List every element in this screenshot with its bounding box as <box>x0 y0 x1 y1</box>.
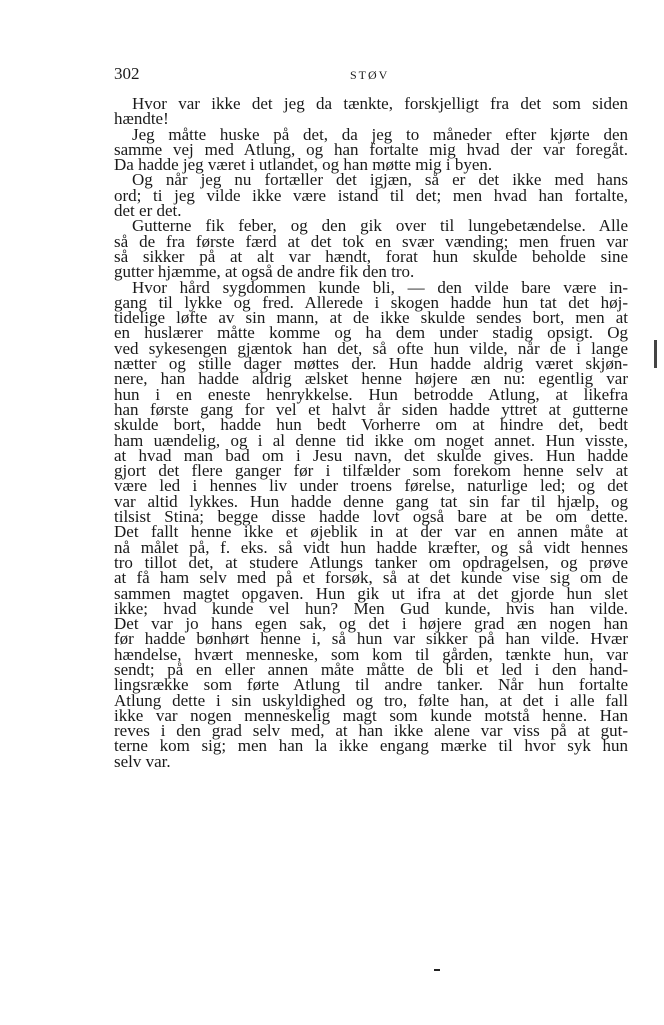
text-line: før hadde bønhørt henne i, så hun var sikker på han vilde. Hvær <box>114 629 628 649</box>
text-line: Gutterne fik feber, og den gik over til lungebetændelse. Alle <box>132 216 628 236</box>
text-line: Atlung dette i sin uskyldighed og tro, følte han, at det i alle fall <box>114 690 628 710</box>
text-line: gjort det flere ganger før i tilfælder som forekom henne selv at <box>114 461 628 481</box>
text-line: ved sykesengen gjæntok han det, så ofte hun vilde, når de i lange <box>114 338 628 358</box>
text-line: var altid lykkes. Hun hadde denne gang tat sin far til hjælp, og <box>114 491 628 511</box>
text-line: tidelige løfte av sin mann, at de ikke skulde sendes bort, men at <box>114 308 628 328</box>
text-line: Og når jeg nu fortæller det igjæn, så er det ikke med hans <box>132 170 628 190</box>
text-line: ikke; hvad kunde vel hun? Men Gud kunde, hvis han vilde. <box>114 598 628 618</box>
text-line: samme vej med Atlung, og han fortalte mig hvad der var foregåt. <box>114 139 628 159</box>
footer-mark <box>434 969 440 971</box>
text-line: gutter hjæmme, at også de andre fik den tro. <box>114 262 415 282</box>
text-line: så de fra første færd at det tok en svær vænding; men fruen var <box>114 231 628 251</box>
text-line: tilsist Stina; begge disse hadde lovt også bare at be om dette. <box>114 507 628 527</box>
text-line: terne kom sig; men han la ikke engang mærke til hvor syk hun <box>114 736 628 756</box>
text-line: Hvor hård sygdommen kunde bli, — den vilde bare være in- <box>132 277 628 297</box>
text-line: lingsrække som førte Atlung til andre tanker. Når hun fortalte <box>114 675 628 695</box>
page-number: 302 <box>114 64 140 83</box>
text-line: det er det. <box>114 201 182 221</box>
text-line: gang til lykke og fred. Allerede i skogen hadde hun tat det høj- <box>114 292 628 312</box>
text-line: selv var. <box>114 751 171 771</box>
text-line: tro tillot det, at studere Atlungs tanker om opdragelsen, og prøve <box>114 552 628 572</box>
text-line: en huslærer måtte komme og ha dem under stadig opsigt. Og <box>114 323 628 343</box>
text-line: være led i hennes liv under troens førelse, naturlige led; og det <box>114 476 628 496</box>
text-line: Det fallt henne ikke et øjeblik in at der var en annen måte at <box>114 522 628 542</box>
text-line: ham uændelig, og i al denne tid ikke om noget annet. Hun visste, <box>114 430 628 450</box>
text-line: nere, han hadde aldrig ælsket henne højere æn nu: egentlig var <box>114 369 628 389</box>
text-line: hændte! <box>114 109 169 129</box>
text-line: at hvad man bad om i Jesu navn, det skulde gives. Hun hadde <box>114 445 628 465</box>
text-line: nå målet på, f. eks. så vidt hun hadde kræfter, og så vidt hennes <box>114 537 628 557</box>
text-line: ord; ti jeg vilde ikke være istand til det; men hvad han fortalte, <box>114 185 628 205</box>
scan-margin-mark <box>654 340 657 368</box>
text-line: nætter og stille dager møttes der. Hun hadde aldrig været skjøn- <box>114 354 628 374</box>
text-line: reves i den grad selv med, at han ikke alene var viss på at gut- <box>114 721 628 741</box>
body-text <box>114 96 628 769</box>
text-line: hun i en eneste henrykkelse. Hun betrodde Atlung, at likefra <box>114 384 628 404</box>
text-line: Da hadde jeg været i utlandet, og han møtte mig i byen. <box>114 155 493 175</box>
text-line: at få ham selv med på et forsøk, så at det kunde vise sig om de <box>114 568 628 588</box>
text-line: skulde bort, hadde hun bedt Vorherre om at hindre det, bedt <box>114 415 628 435</box>
text-line: så sikker på at alt var hændt, forat hun skulde beholde sine <box>114 246 628 266</box>
text-line: Jeg måtte huske på det, da jeg to måneder efter kjørte den <box>132 124 628 144</box>
text-line: Det var jo hans egen sak, og det i højere grad æn nogen han <box>114 614 628 634</box>
text-line: han første gang for vel et halvt år siden hadde yttret at gutterne <box>114 399 628 419</box>
text-line: hændelse, hvært menneske, som kom til gården, tænkte hun, var <box>114 644 628 664</box>
text-line: sendt; på en eller annen måte måtte de bli et led i den hand- <box>114 659 628 679</box>
text-line: sammen magtet opgaven. Hun gik ut ifra at det gjorde hun slet <box>114 583 628 603</box>
text-line: Hvor var ikke det jeg da tænkte, forskjelligt fra det som siden <box>132 94 628 113</box>
running-title: STØV <box>350 68 390 82</box>
text-line: ikke var nogen menneskelig magt som kunde motstå henne. Han <box>114 705 628 725</box>
